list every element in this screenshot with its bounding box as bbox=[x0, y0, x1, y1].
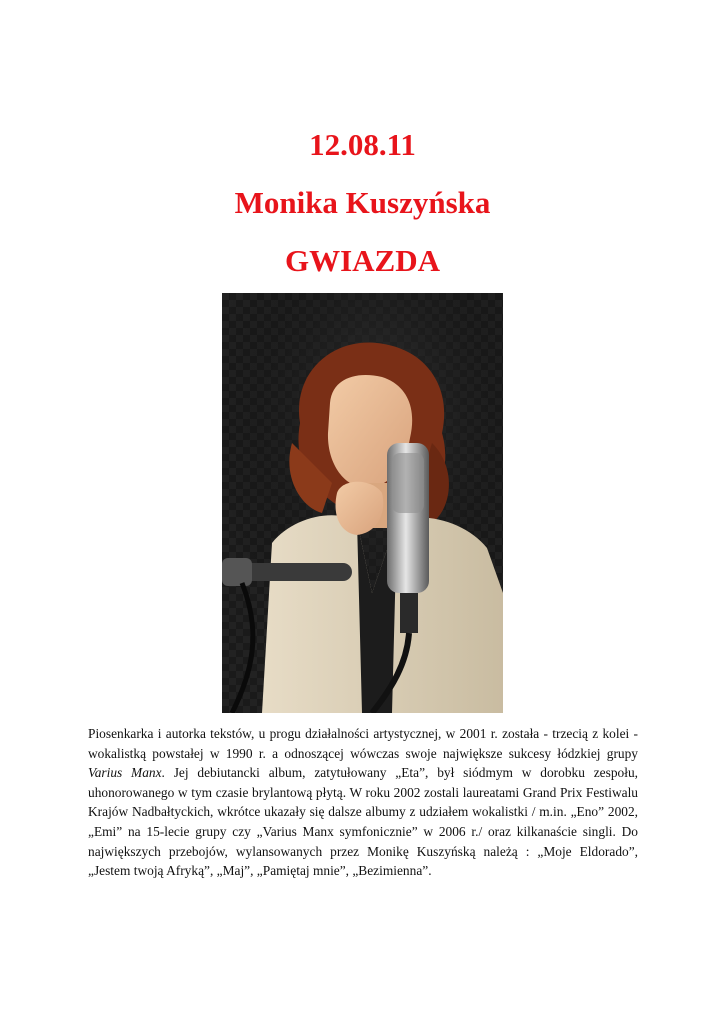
paragraph-text-part2: . Jej debiutancki album, zatytułowany „Eta”, był siódmym w dorobku zespołu, uhonorowanego w tym czasie brylantową płytą. W roku 2002 zostali laureatami Grand Prix Festiwalu Krajów Nadbałtyckich, wkrótce ukazały się dalsze albumy z udziałem wokalistki / m.in. „Eno” 2002, „Emi” na 15-lecie grupy czy „Varius Manx symfonicznie” w 2006 r./ oraz kilkanaście singli. Do największych przebojów, wylansowanych przez Monikę Kuszyńską należą : „Moje Eldorado”, „Jestem twoją Afryką”, „Maj”, „Pamiętaj mnie”, „Bezimienna”. bbox=[88, 765, 638, 879]
portrait-photo-illustration bbox=[222, 293, 503, 713]
portrait-photo bbox=[222, 293, 503, 713]
heading-name: Monika Kuszyńska bbox=[234, 185, 491, 220]
heading-title: GWIAZDA bbox=[284, 243, 440, 278]
heading-date: 12.08.11 bbox=[309, 127, 416, 162]
paragraph-text-part1: Piosenkarka i autorka tekstów, u progu działalności artystycznej, w 2001 r. została - trzecią z kolei - wokalistką powstałej w 1990 r. a odnoszącej wówczas swoje największe sukcesy łódzkiej grupy bbox=[88, 726, 638, 761]
biography-paragraph bbox=[88, 724, 638, 881]
band-name-italic: Varius Manx bbox=[88, 765, 162, 781]
